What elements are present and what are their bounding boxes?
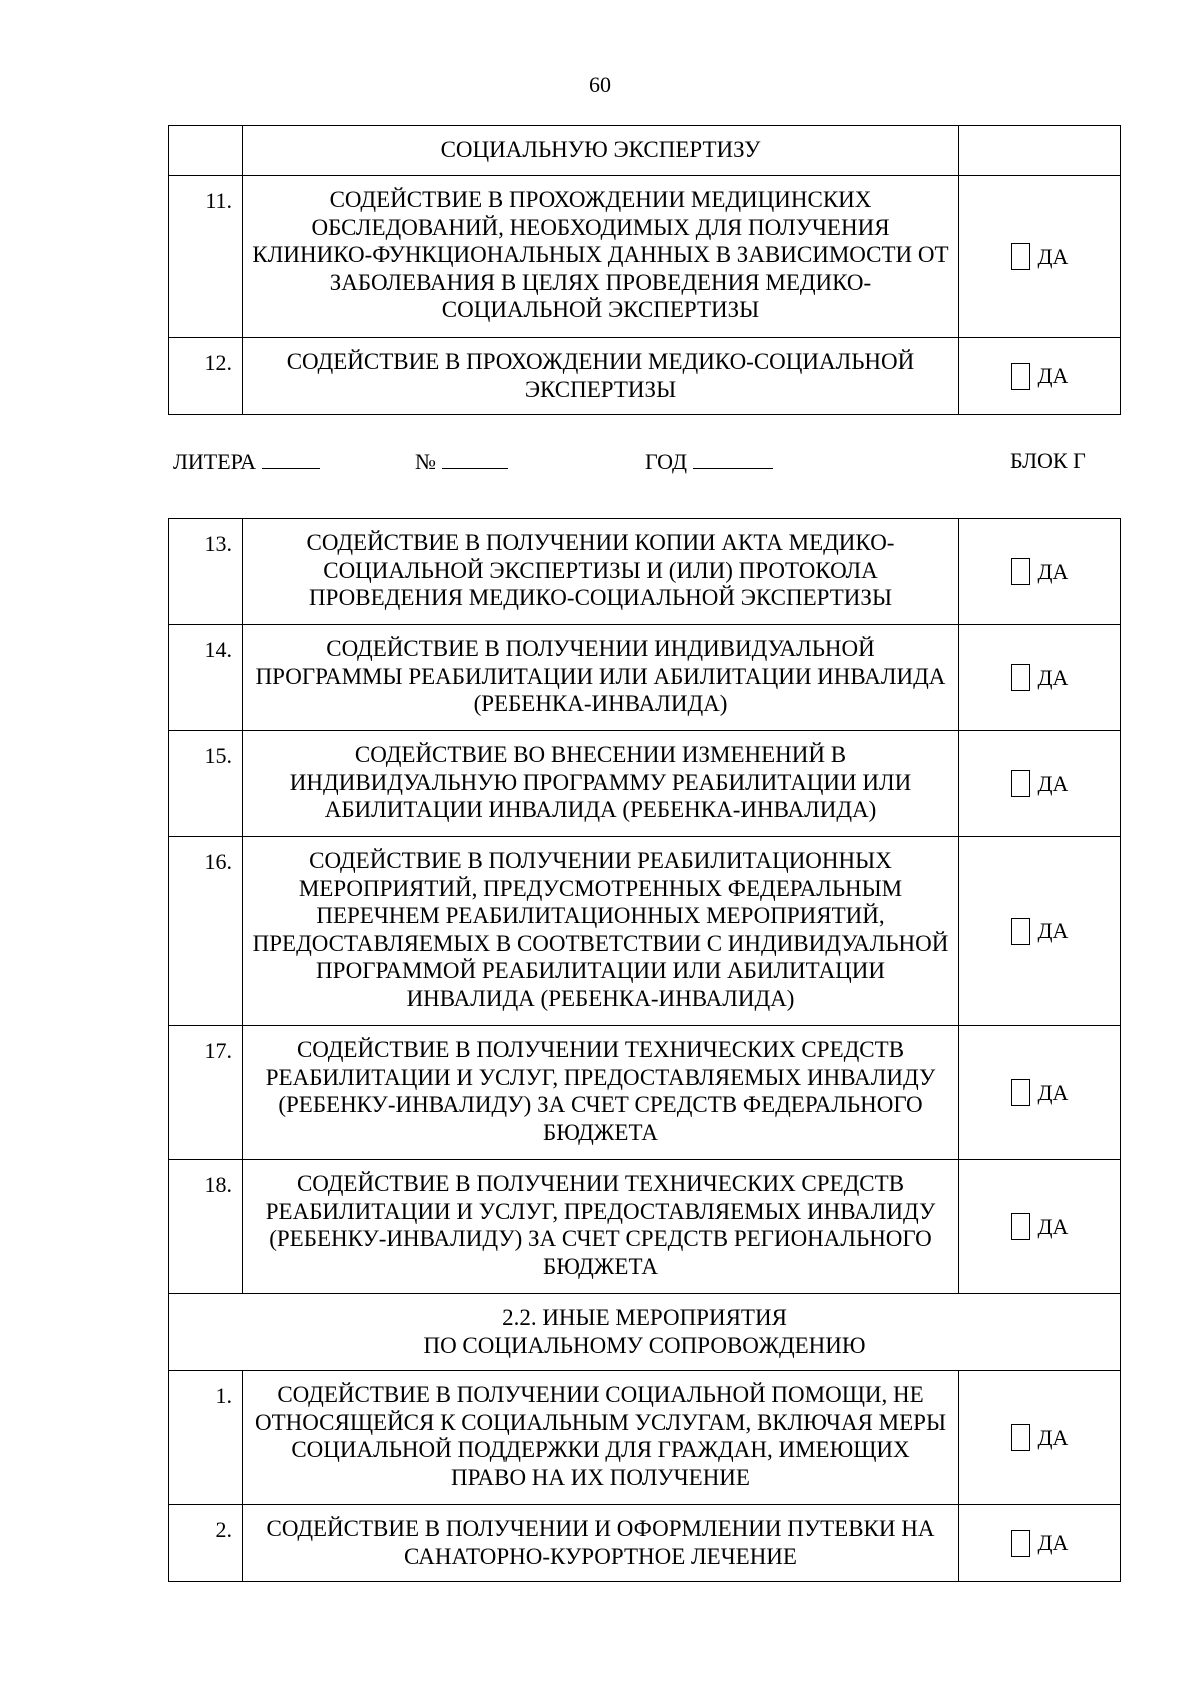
yes-checkbox[interactable] [1011, 1213, 1030, 1240]
litera-blank[interactable] [262, 448, 320, 469]
section-header-row [169, 1294, 1121, 1371]
row-answer-cell [959, 126, 1121, 176]
yes-label: ДА [1037, 558, 1069, 584]
yes-label: ДА [1037, 1424, 1069, 1450]
row-number [169, 126, 243, 176]
number-blank[interactable] [442, 448, 508, 469]
row-number: 13. [169, 519, 243, 625]
yes-label: ДА [1037, 243, 1069, 269]
block-label: БЛОК Г [1010, 448, 1086, 473]
row-text: СОДЕЙСТВИЕ В ПОЛУЧЕНИИ КОПИИ АКТА МЕДИКО-СОЦИАЛЬНОЙ ЭКСПЕРТИЗЫ И (ИЛИ) ПРОТОКОЛА ПРОВЕДЕНИЯ МЕДИКО-СОЦИАЛЬНОЙ ЭКСПЕРТИЗЫ [243, 519, 959, 625]
row-answer-cell [959, 1026, 1121, 1160]
section-title-line2: ПО СОЦИАЛЬНОМУ СОПРОВОЖДЕНИЮ [423, 1332, 866, 1358]
yes-label: ДА [1037, 363, 1069, 388]
row-number: 14. [169, 625, 243, 731]
yes-label: ДА [1037, 664, 1069, 690]
table-row [169, 176, 1121, 338]
row-number: 17. [169, 1026, 243, 1160]
row-text: СОДЕЙСТВИЕ В ПОЛУЧЕНИИ ТЕХНИЧЕСКИХ СРЕДСТВ РЕАБИЛИТАЦИИ И УСЛУГ, ПРЕДОСТАВЛЯЕМЫХ ИНВАЛИДУ (РЕБЕНКУ-ИНВАЛИДУ) ЗА СЧЕТ СРЕДСТВ ФЕДЕРАЛЬНОГО БЮДЖЕТА [243, 1026, 959, 1160]
number-field [415, 448, 508, 475]
yes-label: ДА [1037, 770, 1069, 796]
row-number: 12. [169, 338, 243, 415]
table-row [169, 126, 1121, 176]
litera-label: ЛИТЕРА [173, 449, 256, 474]
table-row [169, 625, 1121, 731]
row-answer-cell [959, 1371, 1121, 1505]
row-text: СОДЕЙСТВИЕ В ПОЛУЧЕНИИ ТЕХНИЧЕСКИХ СРЕДСТВ РЕАБИЛИТАЦИИ И УСЛУГ, ПРЕДОСТАВЛЯЕМЫХ ИНВАЛИДУ (РЕБЕНКУ-ИНВАЛИДУ) ЗА СЧЕТ СРЕДСТВ РЕГИОНАЛЬНОГО БЮДЖЕТА [243, 1160, 959, 1294]
yes-label: ДА [1037, 1079, 1069, 1105]
row-text: СОДЕЙСТВИЕ В ПОЛУЧЕНИИ И ОФОРМЛЕНИИ ПУТЕВКИ НА САНАТОРНО-КУРОРТНОЕ ЛЕЧЕНИЕ [243, 1505, 959, 1582]
row-number: 15. [169, 731, 243, 837]
services-table-main [168, 518, 1121, 1582]
row-answer-cell [959, 519, 1121, 625]
year-field [645, 448, 773, 475]
row-number: 1. [169, 1371, 243, 1505]
litera-field [173, 448, 320, 475]
yes-label: ДА [1037, 1213, 1069, 1239]
yes-label: ДА [1037, 918, 1069, 943]
services-table-top [168, 125, 1121, 415]
table-row [169, 338, 1121, 415]
table-row [169, 1505, 1121, 1582]
yes-checkbox[interactable] [1011, 1530, 1030, 1557]
section-title-line1: 2.2. ИНЫЕ МЕРОПРИЯТИЯ [502, 1305, 787, 1330]
row-answer-cell [959, 837, 1121, 1026]
row-number: 16. [169, 837, 243, 1026]
yes-checkbox[interactable] [1011, 1424, 1030, 1451]
row-answer-cell [959, 1160, 1121, 1294]
row-answer-cell [959, 625, 1121, 731]
table-row [169, 1026, 1121, 1160]
row-text: СОЦИАЛЬНУЮ ЭКСПЕРТИЗУ [243, 126, 959, 176]
number-label: № [415, 449, 436, 474]
yes-checkbox[interactable] [1011, 1079, 1030, 1106]
row-number: 18. [169, 1160, 243, 1294]
row-text: СОДЕЙСТВИЕ В ПОЛУЧЕНИИ СОЦИАЛЬНОЙ ПОМОЩИ, НЕ ОТНОСЯЩЕЙСЯ К СОЦИАЛЬНЫМ УСЛУГАМ, ВКЛЮЧАЯ МЕРЫ СОЦИАЛЬНОЙ ПОДДЕРЖКИ ДЛЯ ГРАЖДАН, ИМЕЮЩИХ ПРАВО НА ИХ ПОЛУЧЕНИЕ [243, 1371, 959, 1505]
table-row [169, 1371, 1121, 1505]
row-text: СОДЕЙСТВИЕ В ПРОХОЖДЕНИИ МЕДИЦИНСКИХ ОБСЛЕДОВАНИЙ, НЕОБХОДИМЫХ ДЛЯ ПОЛУЧЕНИЯ КЛИНИКО-ФУНКЦИОНАЛЬНЫХ ДАННЫХ В ЗАВИСИМОСТИ ОТ ЗАБОЛЕВАНИЯ В ЦЕЛЯХ ПРОВЕДЕНИЯ МЕДИКО-СОЦИАЛЬНОЙ ЭКСПЕРТИЗЫ [243, 176, 959, 338]
table-row [169, 731, 1121, 837]
yes-checkbox[interactable] [1011, 918, 1030, 945]
table-row [169, 519, 1121, 625]
row-text: СОДЕЙСТВИЕ В ПОЛУЧЕНИИ ИНДИВИДУАЛЬНОЙ ПРОГРАММЫ РЕАБИЛИТАЦИИ ИЛИ АБИЛИТАЦИИ ИНВАЛИДА (РЕБЕНКА-ИНВАЛИДА) [243, 625, 959, 731]
yes-checkbox[interactable] [1011, 243, 1030, 270]
yes-checkbox[interactable] [1011, 664, 1030, 691]
row-answer-cell [959, 1505, 1121, 1582]
table-row [169, 1160, 1121, 1294]
section-header [169, 1294, 1121, 1371]
year-blank[interactable] [693, 448, 773, 469]
row-text: СОДЕЙСТВИЕ В ПРОХОЖДЕНИИ МЕДИКО-СОЦИАЛЬНОЙ ЭКСПЕРТИЗЫ [243, 338, 959, 415]
row-number: 2. [169, 1505, 243, 1582]
row-answer-cell [959, 176, 1121, 338]
row-text: СОДЕЙСТВИЕ В ПОЛУЧЕНИИ РЕАБИЛИТАЦИОННЫХ МЕРОПРИЯТИЙ, ПРЕДУСМОТРЕННЫХ ФЕДЕРАЛЬНЫМ ПЕРЕЧНЕМ РЕАБИЛИТАЦИОННЫХ МЕРОПРИЯТИЙ, ПРЕДОСТАВЛЯЕМЫХ В СООТВЕТСТВИИ С ИНДИВИДУАЛЬНОЙ ПРОГРАММОЙ РЕАБИЛИТАЦИИ ИЛИ АБИЛИТАЦИИ ИНВАЛИДА (РЕБЕНКА-ИНВАЛИДА) [243, 837, 959, 1026]
year-label: ГОД [645, 449, 687, 474]
yes-label: ДА [1037, 1530, 1069, 1555]
yes-checkbox[interactable] [1011, 558, 1030, 585]
row-answer-cell [959, 338, 1121, 415]
row-answer-cell [959, 731, 1121, 837]
row-text: СОДЕЙСТВИЕ ВО ВНЕСЕНИИ ИЗМЕНЕНИЙ В ИНДИВИДУАЛЬНУЮ ПРОГРАММУ РЕАБИЛИТАЦИИ ИЛИ АБИЛИТАЦИИ ИНВАЛИДА (РЕБЕНКА-ИНВАЛИДА) [243, 731, 959, 837]
yes-checkbox[interactable] [1011, 363, 1030, 390]
table-row [169, 837, 1121, 1026]
yes-checkbox[interactable] [1011, 770, 1030, 797]
page-number: 60 [589, 72, 611, 97]
row-number: 11. [169, 176, 243, 338]
